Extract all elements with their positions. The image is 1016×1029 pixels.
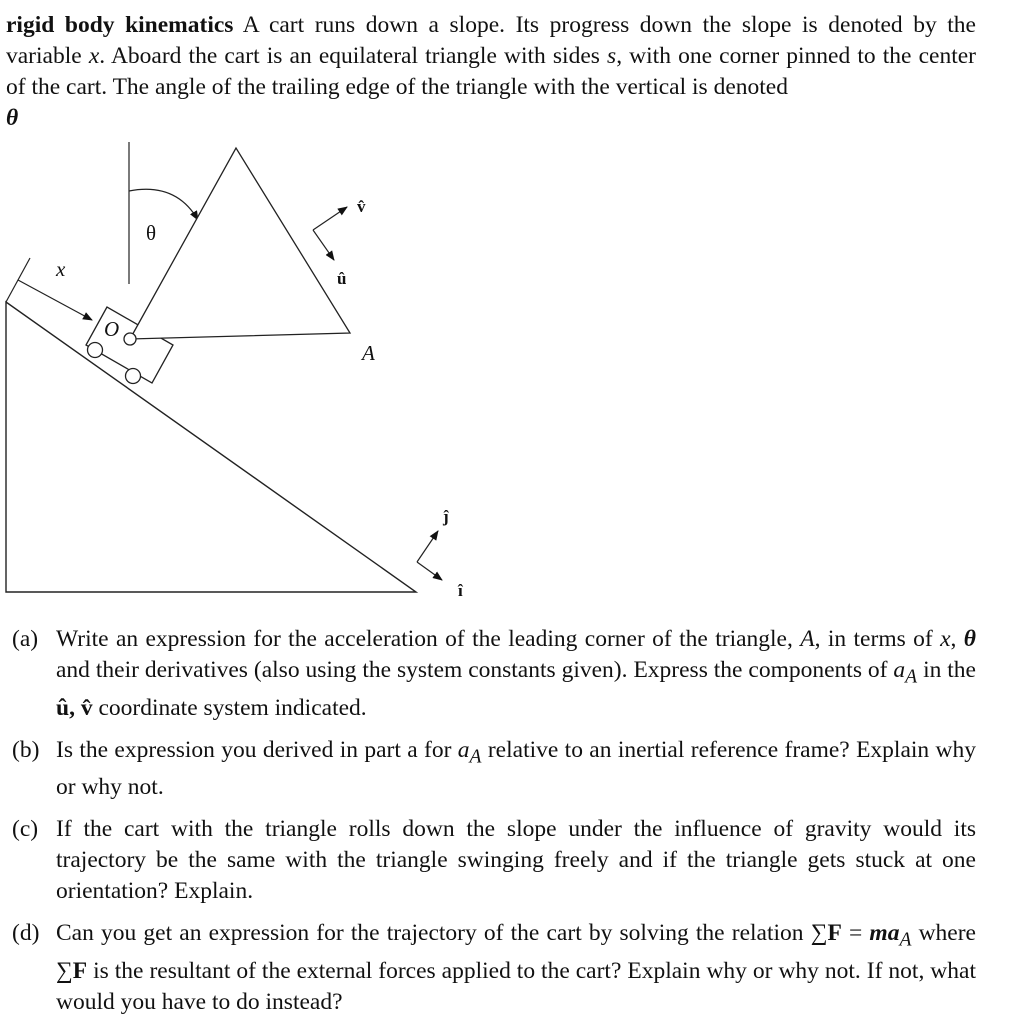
statement-part-1: A cart runs down a slope. Its progress down the slope is denoted by the variable bbox=[6, 12, 976, 69]
question-d bbox=[12, 918, 976, 1018]
question-label: (b) bbox=[12, 736, 40, 763]
u-axis-arrow bbox=[313, 230, 334, 260]
question-text: Is the expression you derived in part a for $a_A$ relative to an inertial reference frame? Explain why or why not. bbox=[56, 736, 976, 801]
variable-theta: θ bbox=[6, 105, 19, 131]
label-i: î bbox=[458, 581, 463, 600]
label-theta: θ bbox=[146, 221, 157, 245]
question-a bbox=[12, 624, 976, 724]
i-axis-arrow bbox=[417, 562, 442, 580]
label-j: ĵ bbox=[443, 507, 449, 526]
label-A: A bbox=[362, 341, 375, 365]
j-axis-arrow bbox=[417, 531, 438, 562]
variable-s: s bbox=[607, 43, 617, 69]
question-label: (d) bbox=[12, 920, 40, 947]
problem-title: rigid body kinematics bbox=[6, 12, 234, 38]
label-u: û bbox=[337, 269, 347, 288]
question-c bbox=[12, 814, 976, 907]
question-text: Write an expression for the acceleration of the leading corner of the triangle, A, in terms of x, θ and their derivatives (also using the system constants given). Express the components of $a_A$ in the û, v̂ coordinate system indicated. bbox=[56, 626, 976, 721]
question-b bbox=[12, 735, 976, 804]
problem-statement bbox=[6, 10, 976, 134]
label-v: v̂ bbox=[357, 197, 366, 216]
x-arrow bbox=[18, 280, 92, 320]
cart-wheel-rear bbox=[88, 343, 103, 358]
variable-x: x bbox=[88, 43, 100, 69]
equilateral-triangle bbox=[130, 148, 350, 339]
slope-wedge bbox=[6, 302, 416, 592]
cart-diagram bbox=[0, 130, 520, 600]
question-label: (a) bbox=[12, 626, 39, 652]
statement-part-3: , with one corner pinned to the center of the cart. The angle of the trailing edge of the triangle with the vertical is denoted bbox=[6, 43, 976, 100]
question-list bbox=[12, 624, 976, 1029]
v-axis-arrow bbox=[313, 207, 347, 230]
theta-arc bbox=[129, 189, 198, 220]
label-x: x bbox=[56, 257, 66, 281]
question-label: (c) bbox=[12, 816, 39, 843]
question-text: If the cart with the triangle rolls down the slope under the influence of gravity would its trajectory be the same with the triangle swinging freely and if the triangle gets stuck at one orientation? Explain. bbox=[56, 816, 976, 905]
pin-joint bbox=[124, 333, 136, 345]
question-text: Can you get an expression for the trajectory of the cart by solving the relation $\sum F = ma_A$ where ∑F is the resultant of the external forces applied to the cart? Explain why or why not. If not, what would you have to do instead? bbox=[56, 920, 976, 1016]
statement-part-2: . Aboard the cart is an equilateral triangle with sides bbox=[99, 43, 608, 69]
cart-wheel-front bbox=[126, 369, 141, 384]
label-O: O bbox=[104, 317, 120, 341]
